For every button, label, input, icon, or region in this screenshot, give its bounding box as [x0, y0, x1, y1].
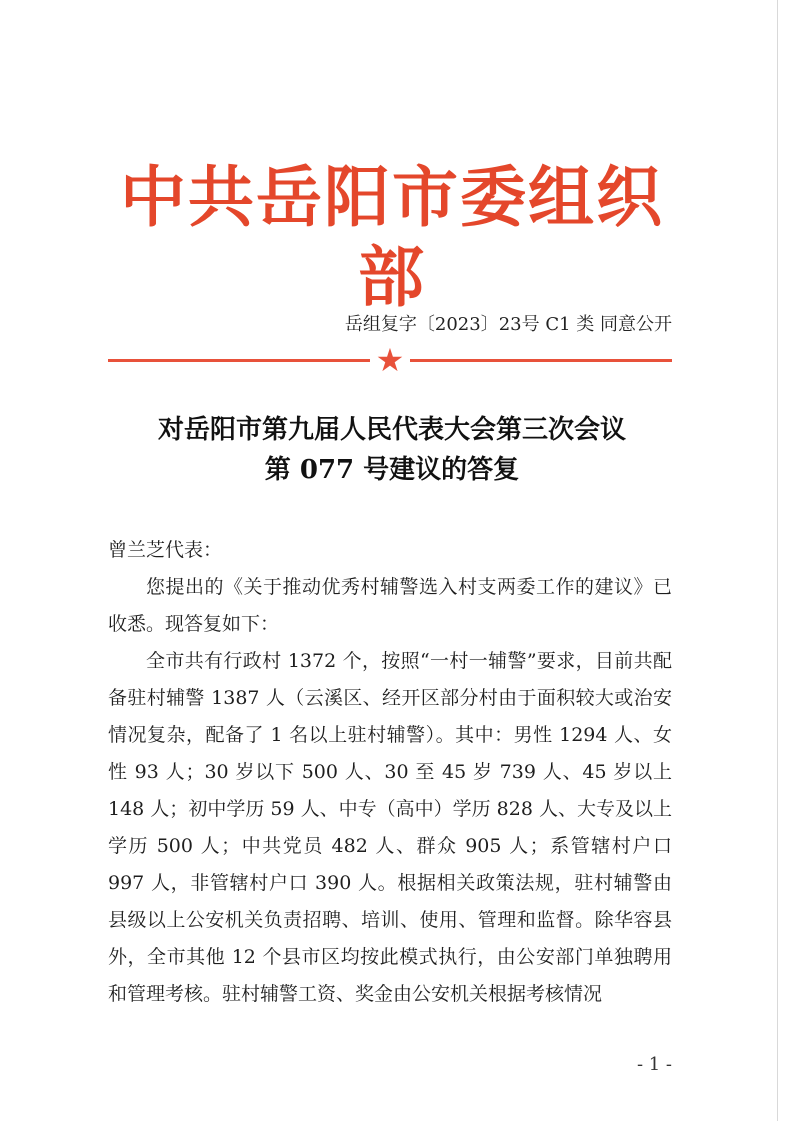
scan-edge-line [777, 0, 778, 1121]
document-title-line-2: 第 077 号建议的答复 [264, 455, 520, 485]
body-paragraph-1: 您提出的《关于推动优秀村辅警选入村支两委工作的建议》已收悉。现答复如下： [108, 576, 672, 635]
document-number: 岳组复字〔2023〕23号 C1 类 同意公开 [344, 314, 672, 335]
red-divider-left [108, 359, 370, 362]
document-title-line-1: 对岳阳市第九届人民代表大会第三次会议 [157, 415, 626, 445]
red-star-icon: ★ [375, 341, 405, 379]
page-number: - 1 - [636, 1054, 672, 1075]
body-paragraph-2: 全市共有行政村 1372 个，按照“一村一辅警”要求，目前共配备驻村辅警 1387 人（云溪区、经开区部分村由于面积较大或治安情况复杂，配备了 1 名以上驻村辅警）。其中：男性 1294 人、女性 93 人；30 岁以下 500 人、30 至 45 岁 739 人、45 岁以上 148 人；初中学历 59 人、中专（高中）学历 828 人、大专及以上学历 500 人；中共党员 482 人、群众 905 人；系管辖村户口 997 人，非管辖村户口 390 人。根据相关政策法规，驻村辅警由县级以上公安机关负责招聘、培训、使用、管理和监督。除华容县外，全市其他 12 个县市区均按此模式执行，由公安部门单独聘用和管理考核。驻村辅警工资、奖金由公安机关根据考核情况 [108, 650, 672, 1005]
masthead-title: 中共岳阳市委组织部 [120, 159, 664, 316]
document-body [108, 532, 672, 1013]
red-divider-right [410, 359, 672, 362]
salutation: 曾兰芝代表： [108, 539, 223, 561]
